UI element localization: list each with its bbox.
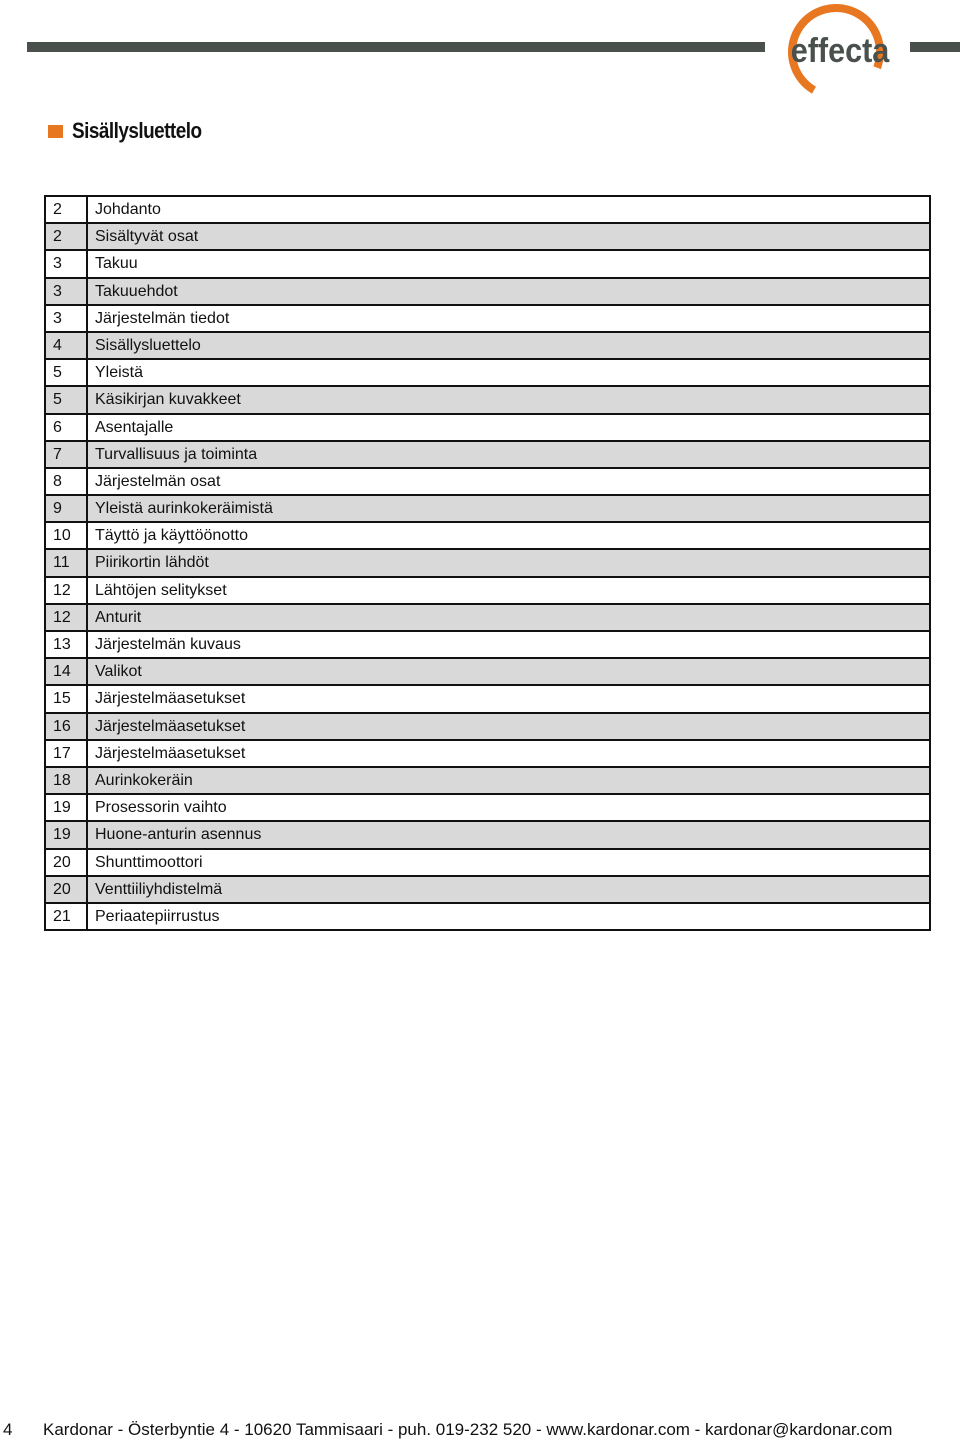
toc-row <box>46 496 929 523</box>
toc-entry-label: Turvallisuus ja toiminta <box>95 445 258 463</box>
toc-row <box>46 659 929 686</box>
toc-page-number: 20 <box>46 877 88 902</box>
page-title: Sisällysluettelo <box>72 118 202 143</box>
toc-row <box>46 877 929 904</box>
toc-row <box>46 469 929 496</box>
toc-row <box>46 795 929 822</box>
toc-entry-label: Prosessorin vaihto <box>95 799 227 817</box>
toc-row <box>46 605 929 632</box>
toc-entry-label: Takuuehdot <box>95 282 178 300</box>
toc-page-number: 12 <box>46 578 88 603</box>
toc-page-number: 18 <box>46 768 88 793</box>
toc-entry-label: Järjestelmäasetukset <box>95 690 246 708</box>
toc-row <box>46 632 929 659</box>
toc-row <box>46 306 929 333</box>
toc-entry-label: Piirikortin lähdöt <box>95 554 209 572</box>
toc-row <box>46 714 929 741</box>
toc-entry-label: Järjestelmäasetukset <box>95 744 246 762</box>
toc-row <box>46 686 929 713</box>
toc-entry-label: Yleistä aurinkokeräimistä <box>95 500 273 518</box>
toc-entry-label: Järjestelmän osat <box>95 472 221 490</box>
toc-page-number: 3 <box>46 251 88 276</box>
toc-page-number: 3 <box>46 279 88 304</box>
header-bar-right <box>910 42 960 52</box>
toc-row <box>46 741 929 768</box>
toc-page-number: 19 <box>46 795 88 820</box>
toc-row <box>46 360 929 387</box>
toc-row <box>46 251 929 278</box>
header-bar-left <box>27 42 765 52</box>
toc-row <box>46 224 929 251</box>
toc-row <box>46 822 929 849</box>
toc-page-number: 5 <box>46 387 88 412</box>
toc-entry-label: Venttiiliyhdistelmä <box>95 880 223 898</box>
footer-contact: Kardonar - Österbyntie 4 - 10620 Tammisaari - puh. 019-232 520 - www.kardonar.com - kardonar@kardonar.com <box>43 1420 893 1439</box>
toc-entry-label: Anturit <box>95 608 142 626</box>
toc-entry-label: Sisältyvät osat <box>95 228 199 246</box>
logo-wordmark: effecta <box>790 31 890 70</box>
toc-entry-label: Asentajalle <box>95 418 174 436</box>
toc-entry-label: Takuu <box>95 255 138 273</box>
toc-entry-label: Käsikirjan kuvakkeet <box>95 391 241 409</box>
toc-page-number: 10 <box>46 523 88 548</box>
toc-page-number: 6 <box>46 415 88 440</box>
toc-page-number: 5 <box>46 360 88 385</box>
toc-page-number: 15 <box>46 686 88 711</box>
toc-page-number: 19 <box>46 822 88 847</box>
toc-entry-label: Järjestelmän tiedot <box>95 309 230 327</box>
toc-entry-label: Shunttimoottori <box>95 853 203 871</box>
toc-page-number: 14 <box>46 659 88 684</box>
toc-page-number: 8 <box>46 469 88 494</box>
toc-page-number: 21 <box>46 904 88 929</box>
toc-page-number: 4 <box>46 333 88 358</box>
toc-entry-label: Johdanto <box>95 201 161 218</box>
toc-entry-label: Täyttö ja käyttöönotto <box>95 527 248 545</box>
heading-marker-icon <box>48 125 63 138</box>
toc-row <box>46 904 929 929</box>
toc-row <box>46 550 929 577</box>
toc-page-number: 13 <box>46 632 88 657</box>
toc-page-number: 11 <box>46 550 88 575</box>
page-footer <box>0 1418 960 1442</box>
effecta-logo <box>778 2 904 102</box>
toc-row <box>46 197 929 224</box>
toc-page-number: 9 <box>46 496 88 521</box>
toc-row <box>46 523 929 550</box>
toc-entry-label: Järjestelmäasetukset <box>95 717 246 735</box>
toc-row <box>46 850 929 877</box>
toc-entry-label: Valikot <box>95 663 142 681</box>
toc-entry-label: Aurinkokeräin <box>95 771 193 789</box>
toc-entry-label: Lähtöjen selitykset <box>95 581 227 599</box>
toc-entry-label: Sisällysluettelo <box>95 336 201 354</box>
toc-entry-label: Huone-anturin asennus <box>95 826 262 844</box>
footer-page-number: 4 <box>3 1420 13 1439</box>
toc-row <box>46 333 929 360</box>
toc-entry-label: Yleistä <box>95 364 144 382</box>
toc-page-number: 2 <box>46 224 88 249</box>
toc-page-number: 7 <box>46 442 88 467</box>
toc-row <box>46 578 929 605</box>
toc-page-number: 17 <box>46 741 88 766</box>
toc-page-number: 3 <box>46 306 88 331</box>
toc-page-number: 12 <box>46 605 88 630</box>
toc-row <box>46 415 929 442</box>
toc-entry-label: Järjestelmän kuvaus <box>95 636 241 653</box>
toc-page-number: 20 <box>46 850 88 875</box>
toc-entry-label: Periaatepiirrustus <box>95 907 220 925</box>
toc-row <box>46 442 929 469</box>
section-heading <box>48 116 223 146</box>
toc-page-number: 2 <box>46 197 88 222</box>
table-of-contents <box>44 195 931 931</box>
toc-row <box>46 279 929 306</box>
toc-row <box>46 387 929 414</box>
toc-row <box>46 768 929 795</box>
toc-page-number: 16 <box>46 714 88 739</box>
